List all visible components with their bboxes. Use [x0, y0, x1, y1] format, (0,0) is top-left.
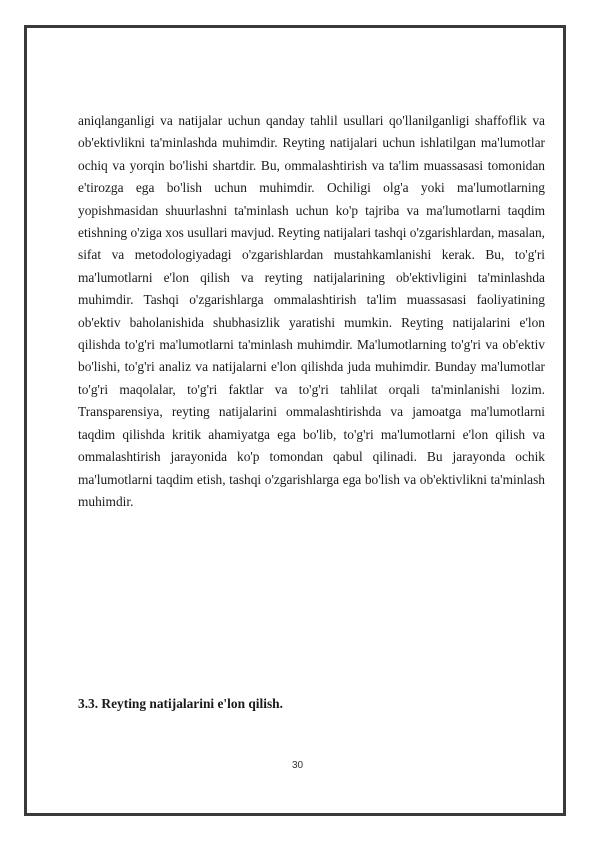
section-heading: 3.3. Reyting natijalarini e'lon qilish. — [78, 696, 283, 711]
page-number: 30 — [291, 760, 304, 771]
body-paragraph-block — [78, 110, 545, 513]
body-paragraph: aniqlanganligi va natijalar uchun qanday tahlil usullari qo'llanilganligi shaffoflik va ob'ektivlikni ta'minlashda muhimdir. Reyting natijalari uchun ishlatilgan ma'lumotlar ochiq va yorqin bo'lishi shartdir. Bu, ommalashtirish va ta'lim muassasasi tomonidan e'tirozga ega bo'lish uchun muhimdir. Ochiligi olg'a yoki ma'lumotlarning yopishmasidan shuurlashni ta'minlash uchun ko'p tajriba va ma'lumotlarni taqdim etishning o'ziga xos usullari mavjud. Reyting natijalari tashqi o'zgarishlardan, masalan, sifat va metodologiyadagi o'zgarishlardan mustahkamlanishi kerak. Bu, to'g'ri ma'lumotlarni e'lon qilish va reyting natijalarining ob'ektivligini ta'minlashda muhimdir. Tashqi o'zgarishlarga ommalashtirish ta'lim muassasasi faoliyatining ob'ektiv baholanishida shubhasizlik yaratishi mumkin. Reyting natijalarini e'lon qilishda to'g'ri ma'lumotlarni ta'minlash muhimdir. Ma'lumotlarning to'g'ri va ob'ektiv bo'lishi, to'g'ri analiz va natijalarni e'lon qilishda juda muhimdir. Bunday ma'lumotlar to'g'ri maqolalar, to'g'ri faktlar va to'g'ri tahlilat orqali ta'minlanishi lozim. Transparensiya, reyting natijalarini ommalashtirishda va jamoatga ma'lumotlarni taqdim qilishda kritik ahamiyatga ega bo'lib, to'g'ri ma'lumotlarni e'lon qilish va ommalashtirish jarayonida ko'p tomondan qabul qilinadi. Bu jarayonda ochik ma'lumotlarni taqdim etish, tashqi o'zgarishlarga ega bo'lish va ob'ektivlikni ta'minlash muhimdir. — [78, 113, 545, 509]
